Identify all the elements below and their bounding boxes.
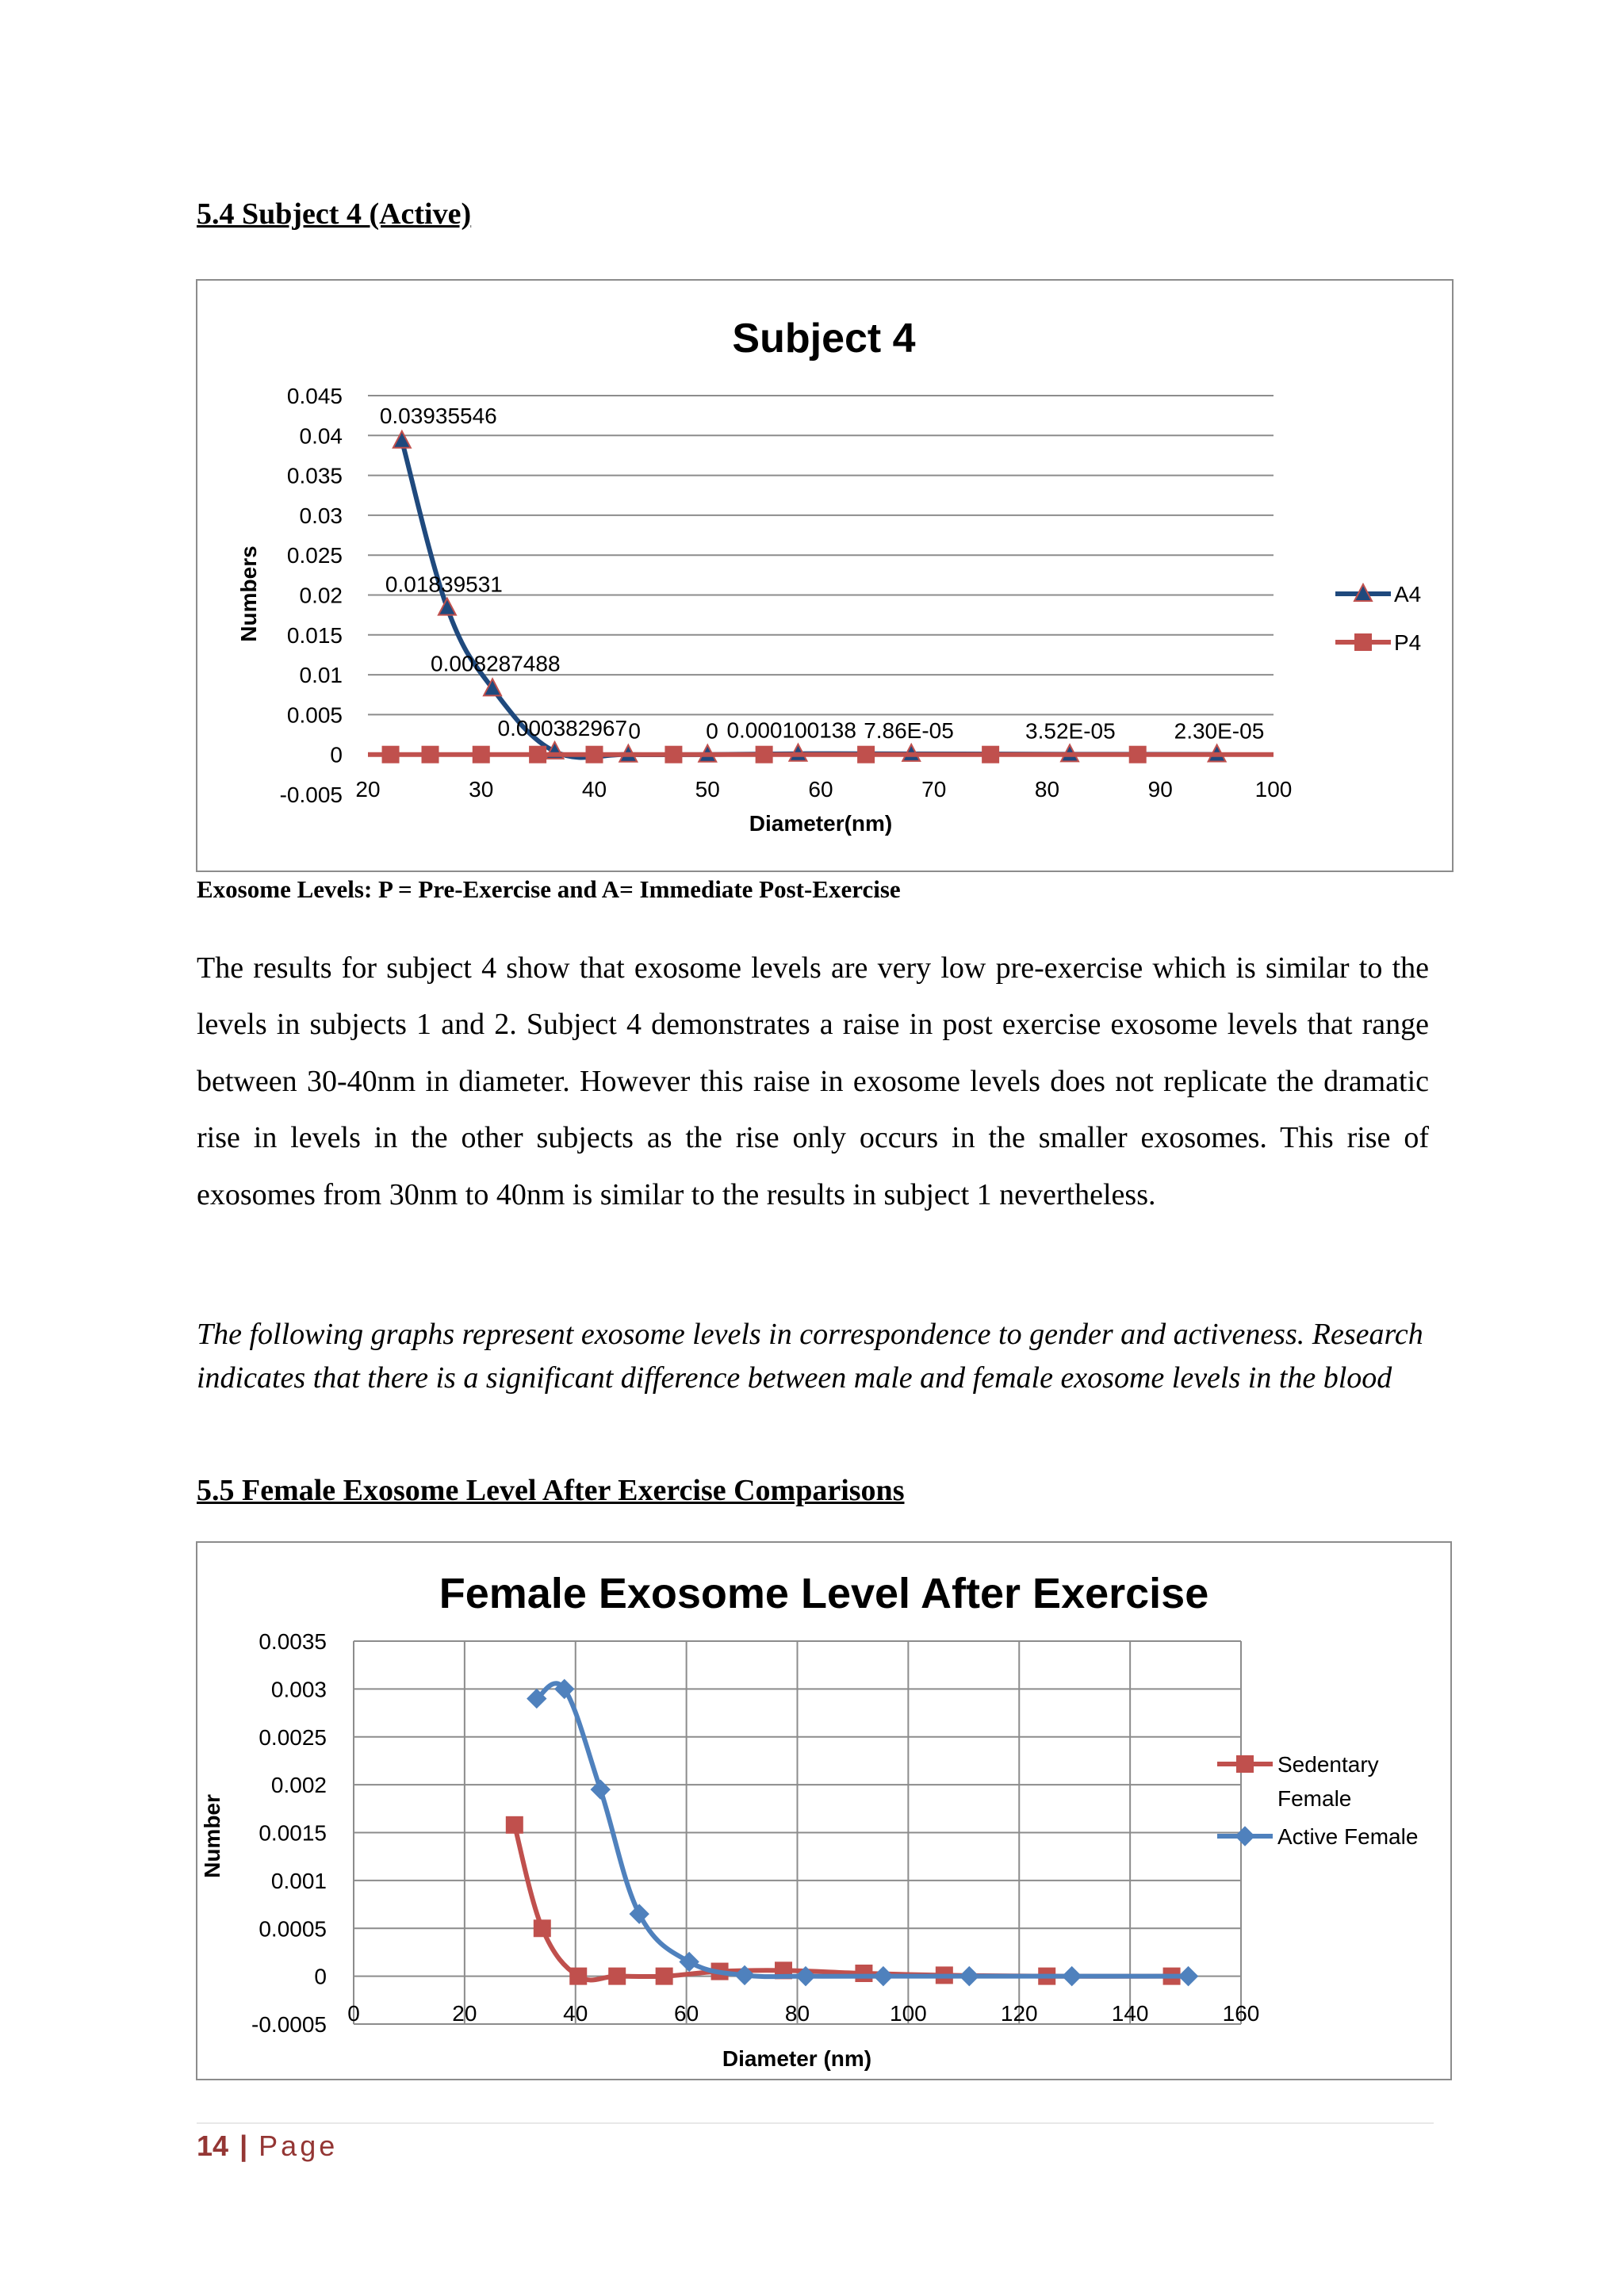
data-point-p4 xyxy=(665,747,681,763)
data-point-sedentary-female xyxy=(570,1969,586,1984)
section-heading-female-comparison: 5.5 Female Exosome Level After Exercise Comparisons xyxy=(197,1474,905,1507)
x-tick-label: 0 xyxy=(347,2001,360,2026)
footer-separator: | xyxy=(239,2130,248,2162)
x-tick-label: 140 xyxy=(1111,2001,1149,2026)
data-label: 0.000382967 xyxy=(497,715,628,740)
data-point-active-female xyxy=(874,1967,893,1986)
data-point-sedentary-female xyxy=(534,1920,550,1936)
data-point-sedentary-female xyxy=(609,1969,625,1984)
data-label: 2.30E-05 xyxy=(1174,718,1265,744)
x-axis-title: Diameter (nm) xyxy=(722,2046,872,2071)
x-tick-label: 90 xyxy=(1147,777,1173,802)
x-tick-label: 20 xyxy=(452,2001,477,2026)
y-tick-label: 0.03 xyxy=(299,503,343,528)
y-tick-label: 0.02 xyxy=(299,583,343,608)
y-tick-label: 0 xyxy=(314,1964,327,1989)
data-point-p4 xyxy=(858,747,874,763)
x-tick-label: 40 xyxy=(581,777,607,802)
data-point-active-female xyxy=(1179,1967,1198,1986)
y-tick-label: 0.0025 xyxy=(259,1724,327,1750)
y-tick-label: -0.0005 xyxy=(251,2012,327,2037)
data-label: 0.01839531 xyxy=(385,572,503,597)
x-axis-title: Diameter(nm) xyxy=(749,811,893,836)
x-tick-label: 40 xyxy=(563,2001,588,2026)
data-point-active-female xyxy=(630,1904,649,1923)
data-point-p4 xyxy=(530,747,546,763)
data-point-a4 xyxy=(393,431,411,448)
section-heading-subject-4: 5.4 Subject 4 (Active) xyxy=(197,197,472,231)
data-label: 0.03935546 xyxy=(379,403,497,428)
legend-label-active-female: Active Female xyxy=(1277,1824,1419,1849)
data-label: 0.008287488 xyxy=(431,651,561,676)
chart-title: Subject 4 xyxy=(732,316,916,362)
data-point-active-female xyxy=(680,1953,699,1972)
chart-caption: Exosome Levels: P = Pre-Exercise and A= Immediate Post-Exercise xyxy=(197,875,901,903)
y-tick-label: -0.005 xyxy=(279,783,343,807)
data-point-active-female xyxy=(959,1967,979,1986)
y-tick-label: 0.04 xyxy=(299,423,343,449)
data-point-p4 xyxy=(982,747,998,763)
data-point-p4 xyxy=(473,747,489,763)
x-tick-label: 100 xyxy=(890,2001,927,2026)
chart-title: Female Exosome Level After Exercise xyxy=(439,1570,1209,1617)
data-point-active-female xyxy=(591,1780,610,1799)
data-label: 7.86E-05 xyxy=(864,718,954,743)
legend-marker-p4 xyxy=(1355,634,1371,650)
graphs-intro-note: The following graphs represent exosome levels in correspondence to gender and activeness. Research indicates that there is a significant difference between male and female exosome levels in the blood xyxy=(197,1318,1423,1395)
data-point-p4 xyxy=(756,747,772,763)
x-tick-label: 100 xyxy=(1254,777,1293,802)
y-tick-label: 0.003 xyxy=(270,1677,327,1702)
data-point-sedentary-female xyxy=(657,1969,672,1984)
subject-4-chart-svg xyxy=(197,281,1452,871)
y-tick-label: 0.005 xyxy=(286,702,343,728)
data-point-a4 xyxy=(439,599,456,615)
legend-marker-sedentary-female xyxy=(1237,1756,1253,1772)
y-axis-title: Numbers xyxy=(236,545,261,642)
y-tick-label: 0.025 xyxy=(286,543,343,568)
data-point-active-female xyxy=(1063,1967,1082,1986)
legend-label-a4: A4 xyxy=(1394,582,1422,607)
y-tick-label: 0.01 xyxy=(299,663,343,688)
x-tick-label: 70 xyxy=(921,777,947,802)
series-line-sedentary-female xyxy=(515,1825,1172,1980)
data-point-sedentary-female xyxy=(507,1817,523,1833)
x-tick-label: 120 xyxy=(1000,2001,1038,2026)
x-tick-label: 80 xyxy=(1034,777,1060,802)
x-tick-label: 30 xyxy=(469,777,494,802)
results-paragraph: The results for subject 4 show that exosome levels are very low pre-exercise which is similar to the levels in subjects 1 and 2. Subject 4 demonstrates a raise in post exercise exosome levels that range between 30-40nm in diameter. However this raise in exosome levels does not replicate the dramatic rise in levels in the other subjects as the rise only occurs in the smaller exosomes. This rise of exosomes from 30nm to 40nm is similar to the results in subject 1 nevertheless. xyxy=(197,951,1429,1211)
data-label: 0.000100138 xyxy=(726,718,856,743)
page-label: Page xyxy=(259,2130,339,2162)
y-tick-label: 0.015 xyxy=(286,622,343,648)
data-point-p4 xyxy=(423,747,439,763)
x-tick-label: 60 xyxy=(808,777,833,802)
footer-divider xyxy=(197,2122,1434,2124)
y-tick-label: 0.0005 xyxy=(259,1916,327,1942)
subject-4-chart xyxy=(196,279,1454,872)
female-exosome-chart-svg xyxy=(197,1543,1450,2079)
page-footer xyxy=(197,2130,338,2163)
x-tick-label: 160 xyxy=(1222,2001,1260,2026)
y-tick-label: 0.0035 xyxy=(259,1629,327,1654)
legend-label-p4: P4 xyxy=(1394,630,1422,655)
data-label: 0 xyxy=(628,718,641,744)
y-tick-label: 0.002 xyxy=(270,1773,327,1798)
legend-label-sedentary-female: Sedentary Female xyxy=(1277,1752,1379,1811)
y-axis-title: Number xyxy=(200,1794,224,1878)
data-point-sedentary-female xyxy=(856,1965,871,1981)
x-tick-label: 50 xyxy=(695,777,720,802)
data-label: 0 xyxy=(706,718,718,744)
y-tick-label: 0.0015 xyxy=(259,1820,327,1846)
legend-marker-active-female xyxy=(1235,1827,1254,1846)
data-point-p4 xyxy=(587,747,603,763)
data-point-p4 xyxy=(383,747,399,763)
series-line-a4 xyxy=(402,441,1217,758)
y-tick-label: 0.001 xyxy=(270,1868,327,1893)
data-point-p4 xyxy=(1130,747,1146,763)
y-tick-label: 0 xyxy=(330,742,343,767)
y-tick-label: 0.045 xyxy=(286,384,343,408)
y-tick-label: 0.035 xyxy=(286,463,343,488)
page-number: 14 xyxy=(197,2130,229,2162)
female-exosome-chart xyxy=(196,1541,1452,2080)
x-tick-label: 80 xyxy=(784,2001,810,2026)
x-tick-label: 60 xyxy=(674,2001,699,2026)
x-tick-label: 20 xyxy=(355,777,381,802)
data-label: 3.52E-05 xyxy=(1025,718,1116,744)
series-line-active-female xyxy=(537,1683,1189,1976)
